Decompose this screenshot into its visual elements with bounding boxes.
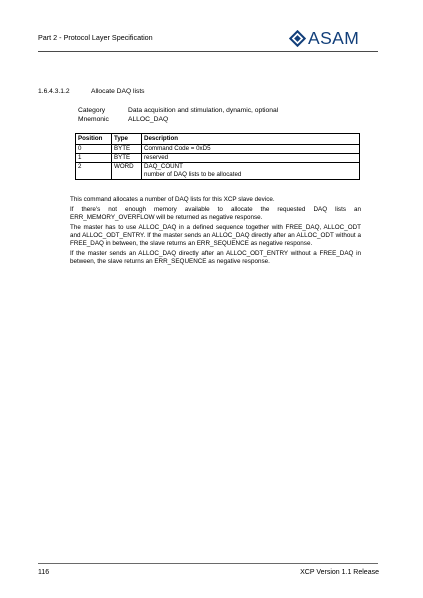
column-header-type: Type [112,134,142,145]
category-label: Category [78,107,106,114]
category-row [78,107,278,116]
cell-position: 0 [76,145,112,154]
column-header-description: Description [142,134,360,145]
cell-position: 1 [76,154,112,163]
section-title: Allocate DAQ lists [91,88,145,95]
asam-diamond-icon [289,30,306,47]
paragraph: If the master sends an ALLOC_DAQ directly after an ALLOC_ODT_ENTRY without a FREE_DAQ in between, the slave returns an ERR_SEQUENCE as negative response. [70,250,361,265]
cell-type: BYTE [112,145,142,154]
document-version: XCP Version 1.1 Release [300,569,379,576]
command-structure-table [75,133,360,180]
page-header-title: Part 2 - Protocol Layer Specification [38,33,153,42]
cell-description-line: number of DAQ lists to be allocated [144,171,242,178]
mnemonic-value: ALLOC_DAQ [128,115,169,123]
cell-description: reserved [142,154,360,163]
paragraph: The master has to use ALLOC_DAQ in a defined sequence together with FREE_DAQ, ALLOC_ODT and ALLOC_ODT_ENTRY. If the master sends an ALLOC_DAQ directly after an ALLOC_ODT without a FREE_DAQ in between, the slave returns an ERR_SEQUENCE as negative response. [70,224,361,247]
paragraph: If there's not enough memory available to allocate the requested DAQ lists an ERR_MEMORY_OVERFLOW will be returned as negative response. [70,206,361,221]
table-row [76,154,360,163]
table-header-row [76,134,360,145]
cell-description-line: DAQ_COUNT [144,163,183,170]
header-divider [38,51,378,52]
section-number: 1.6.4.3.1.2 [38,88,70,95]
table-row [76,163,360,180]
cell-type: BYTE [112,154,142,163]
cell-position: 2 [76,163,112,180]
cell-type: WORD [112,163,142,180]
logo-text: ASAM [308,28,360,48]
column-header-position: Position [76,134,112,145]
category-value: Data acquisition and stimulation, dynamic, optional [128,107,279,114]
asam-logo [289,27,377,49]
body-text [70,196,361,268]
mnemonic-label: Mnemonic [78,115,109,123]
page-number: 116 [38,569,50,576]
mnemonic-row [78,116,278,125]
paragraph: This command allocates a number of DAQ lists for this XCP slave device. [70,196,275,203]
command-meta [78,107,278,124]
cell-description-multiline [142,163,360,180]
section-heading [38,87,145,96]
table-row [76,145,360,154]
cell-description: Command Code = 0xD5 [142,145,360,154]
footer-divider [38,563,378,564]
